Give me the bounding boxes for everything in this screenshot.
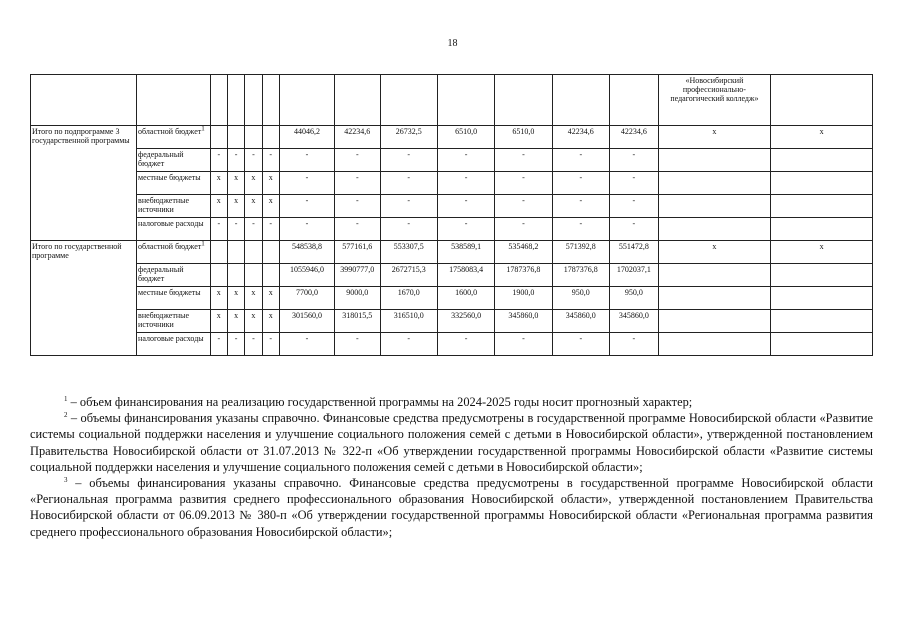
value-cell: - <box>437 149 494 172</box>
result-cell <box>771 264 873 287</box>
value-cell: - <box>495 149 552 172</box>
code-cell: x <box>210 287 227 310</box>
funding-source: местные бюджеты <box>137 287 211 310</box>
code-cell <box>210 241 227 264</box>
code-cell <box>262 241 279 264</box>
code-cell: - <box>227 149 244 172</box>
funding-source: федеральный бюджет <box>137 264 211 287</box>
table-row <box>31 149 873 172</box>
result-cell <box>658 310 771 333</box>
result-cell <box>771 149 873 172</box>
result-cell <box>658 264 771 287</box>
value-cell: 548538,8 <box>279 241 334 264</box>
value-cell: 9000,0 <box>335 287 380 310</box>
value-cell: 44046,2 <box>279 126 334 149</box>
value-cell: 42234,6 <box>335 126 380 149</box>
value-cell: 26732,5 <box>380 126 437 149</box>
code-cell <box>210 264 227 287</box>
result-cell <box>658 218 771 241</box>
result-cell <box>658 149 771 172</box>
result-cell <box>771 333 873 356</box>
footnote-text: – объем финансирования на реализацию государственной программы на 2024-2025 годы носит прогнозный характер; <box>67 395 693 409</box>
code-cell: - <box>227 218 244 241</box>
value-cell: - <box>380 172 437 195</box>
table-continuation-row <box>31 75 873 126</box>
code-cell: - <box>262 333 279 356</box>
value-cell: - <box>609 149 658 172</box>
value-cell: - <box>609 195 658 218</box>
value-cell: 301560,0 <box>279 310 334 333</box>
value-cell: - <box>380 195 437 218</box>
footnote-mark: 1 <box>64 394 68 403</box>
funding-source: налоговые расходы <box>137 218 211 241</box>
funding-source: внебюджетные источники <box>137 310 211 333</box>
value-cell: - <box>552 333 609 356</box>
table-row <box>31 310 873 333</box>
code-cell: x <box>245 287 262 310</box>
executor-note: «Новосибирский профессионально-педагогический колледж» <box>658 75 771 126</box>
value-cell: 571392,8 <box>552 241 609 264</box>
result-cell <box>771 172 873 195</box>
code-cell <box>227 126 244 149</box>
result-cell: x <box>658 126 771 149</box>
value-cell: - <box>279 195 334 218</box>
code-cell <box>245 264 262 287</box>
table-row <box>31 126 873 149</box>
value-cell: 1787376,8 <box>552 264 609 287</box>
footnote-text: – объемы финансирования указаны справочно. Финансовые средства предусмотрены в государственной программе Новосибирской области «Региональная программа развития среднего профессионального образования Новосибирской области», утвержденной постановлением Правительства Новосибирской области от 06.09.2013 № 380-п «Об утверждении государственной программы Новосибирской области «Региональная программа развития среднего профессионального образования Новосибирской области»; <box>30 476 873 539</box>
value-cell: - <box>437 172 494 195</box>
value-cell: - <box>279 149 334 172</box>
value-cell: - <box>335 149 380 172</box>
footnote <box>30 475 873 540</box>
funding-source: федеральный бюджет <box>137 149 211 172</box>
value-cell: - <box>437 333 494 356</box>
code-cell: - <box>245 218 262 241</box>
value-cell: 551472,8 <box>609 241 658 264</box>
value-cell: 316510,0 <box>380 310 437 333</box>
code-cell: x <box>227 172 244 195</box>
footnote-mark: 3 <box>64 475 68 484</box>
value-cell: 950,0 <box>552 287 609 310</box>
value-cell: 42234,6 <box>609 126 658 149</box>
funding-source: областной бюджет$^1$ <box>137 126 211 149</box>
footnote-text: – объемы финансирования указаны справочно. Финансовые средства предусмотрены в государственной программе Новосибирской области «Развитие системы социальной поддержки населения и улучшение социального положения семей с детьми в Новосибирской области», утвержденной постановлением Правительства Новосибирской области от 31.07.2013 № 322-п «Об утверждении государственной программы Новосибирской области «Развитие системы социальной поддержки населения и улучшение социального положения семей с детьми в Новосибирской области»; <box>30 411 873 474</box>
code-cell: x <box>210 172 227 195</box>
value-cell: 1055946,0 <box>279 264 334 287</box>
result-cell <box>771 287 873 310</box>
result-cell <box>771 310 873 333</box>
code-cell <box>227 241 244 264</box>
value-cell: - <box>279 333 334 356</box>
value-cell: 7700,0 <box>279 287 334 310</box>
code-cell: - <box>262 149 279 172</box>
value-cell: 332560,0 <box>437 310 494 333</box>
code-cell: x <box>227 287 244 310</box>
code-cell: - <box>227 333 244 356</box>
value-cell: 1600,0 <box>437 287 494 310</box>
value-cell: 6510,0 <box>495 126 552 149</box>
table-row <box>31 287 873 310</box>
value-cell: 6510,0 <box>437 126 494 149</box>
code-cell <box>245 241 262 264</box>
code-cell: x <box>210 310 227 333</box>
result-cell <box>658 172 771 195</box>
value-cell: 1702037,1 <box>609 264 658 287</box>
value-cell: - <box>552 149 609 172</box>
value-cell: 345860,0 <box>495 310 552 333</box>
code-cell <box>262 126 279 149</box>
value-cell: 553307,5 <box>380 241 437 264</box>
code-cell: - <box>245 149 262 172</box>
code-cell: x <box>227 310 244 333</box>
code-cell: - <box>210 218 227 241</box>
code-cell: x <box>262 195 279 218</box>
value-cell: - <box>609 218 658 241</box>
result-cell <box>658 195 771 218</box>
footnote-mark: 2 <box>64 411 68 420</box>
funding-source: областной бюджет$^1$ <box>137 241 211 264</box>
code-cell: x <box>245 310 262 333</box>
value-cell: - <box>380 218 437 241</box>
result-cell <box>658 287 771 310</box>
value-cell: 345860,0 <box>609 310 658 333</box>
code-cell: x <box>262 310 279 333</box>
value-cell: 3990777,0 <box>335 264 380 287</box>
value-cell: - <box>437 195 494 218</box>
group-label: Итого по подпрограмме 3 государственной программы <box>31 126 137 241</box>
table-row <box>31 241 873 264</box>
value-cell: 318015,5 <box>335 310 380 333</box>
code-cell: x <box>227 195 244 218</box>
code-cell <box>227 264 244 287</box>
result-cell <box>771 218 873 241</box>
value-cell: 538589,1 <box>437 241 494 264</box>
value-cell: 345860,0 <box>552 310 609 333</box>
result-cell: x <box>771 126 873 149</box>
value-cell: - <box>335 333 380 356</box>
result-cell: x <box>771 241 873 264</box>
value-cell: 1670,0 <box>380 287 437 310</box>
code-cell: - <box>210 149 227 172</box>
funding-source: внебюджетные источники <box>137 195 211 218</box>
value-cell: - <box>279 172 334 195</box>
value-cell: - <box>552 218 609 241</box>
code-cell: x <box>210 195 227 218</box>
result-cell: x <box>658 241 771 264</box>
page-number: 18 <box>447 38 458 49</box>
value-cell: 535468,2 <box>495 241 552 264</box>
group-label: Итого по государственной программе <box>31 241 137 356</box>
value-cell: - <box>335 172 380 195</box>
value-cell: - <box>380 149 437 172</box>
table-row <box>31 218 873 241</box>
code-cell: - <box>262 218 279 241</box>
value-cell: - <box>495 218 552 241</box>
value-cell: - <box>335 218 380 241</box>
code-cell <box>210 126 227 149</box>
footnote <box>30 394 873 410</box>
code-cell <box>245 126 262 149</box>
result-cell <box>771 195 873 218</box>
value-cell: - <box>279 218 334 241</box>
value-cell: - <box>552 195 609 218</box>
financing-table <box>30 74 873 356</box>
funding-source: налоговые расходы <box>137 333 211 356</box>
value-cell: 950,0 <box>609 287 658 310</box>
table-row <box>31 195 873 218</box>
value-cell: 1758083,4 <box>437 264 494 287</box>
value-cell: 2672715,3 <box>380 264 437 287</box>
value-cell: 42234,6 <box>552 126 609 149</box>
code-cell: - <box>245 333 262 356</box>
value-cell: - <box>380 333 437 356</box>
code-cell: x <box>245 172 262 195</box>
code-cell: - <box>210 333 227 356</box>
value-cell: - <box>609 172 658 195</box>
code-cell: x <box>262 172 279 195</box>
footnotes <box>30 394 873 540</box>
value-cell: - <box>437 218 494 241</box>
value-cell: - <box>495 195 552 218</box>
result-cell <box>658 333 771 356</box>
value-cell: 1787376,8 <box>495 264 552 287</box>
code-cell: x <box>262 287 279 310</box>
value-cell: - <box>495 333 552 356</box>
value-cell: - <box>609 333 658 356</box>
value-cell: - <box>335 195 380 218</box>
value-cell: - <box>495 172 552 195</box>
value-cell: - <box>552 172 609 195</box>
code-cell: x <box>245 195 262 218</box>
table-row <box>31 333 873 356</box>
value-cell: 577161,6 <box>335 241 380 264</box>
footnote <box>30 410 873 475</box>
funding-source: местные бюджеты <box>137 172 211 195</box>
table-row <box>31 172 873 195</box>
table-row <box>31 264 873 287</box>
value-cell: 1900,0 <box>495 287 552 310</box>
code-cell <box>262 264 279 287</box>
